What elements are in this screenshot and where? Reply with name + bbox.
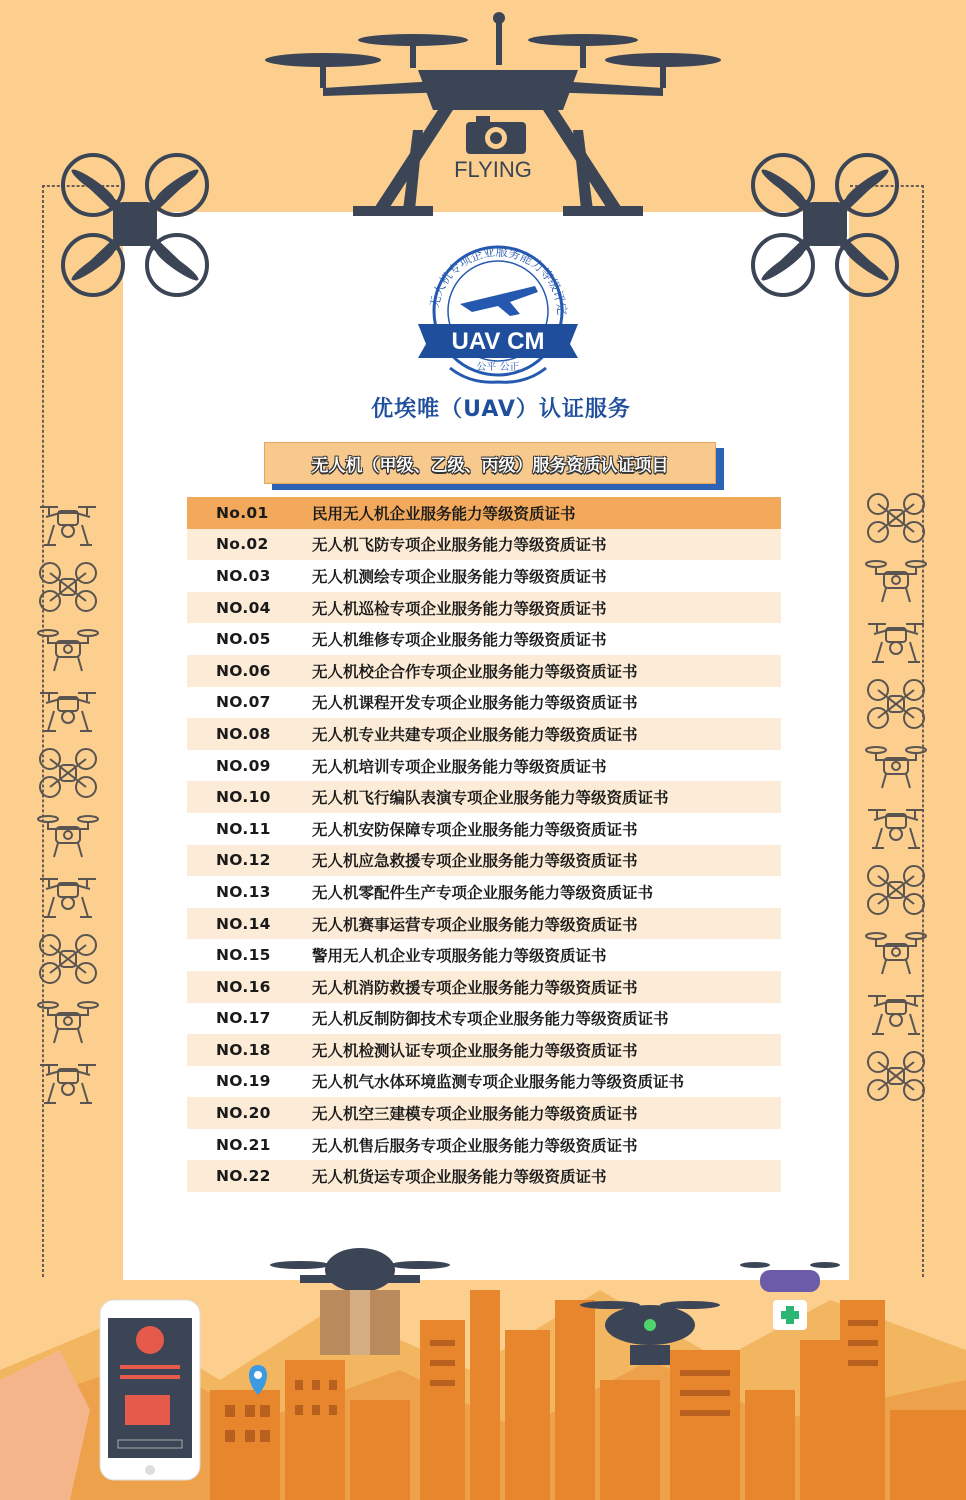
certificate-row xyxy=(187,592,781,624)
drone-outline-icon xyxy=(864,924,928,980)
certificate-name: 无人机检测认证专项企业服务能力等级资质证书 xyxy=(312,1041,638,1060)
certificate-row xyxy=(187,845,781,877)
certificate-row xyxy=(187,655,781,687)
subtitle-box xyxy=(264,442,724,490)
certificate-row xyxy=(187,1097,781,1129)
certificate-number: NO.22 xyxy=(216,1167,271,1186)
certificate-row xyxy=(187,1003,781,1035)
certificate-number: NO.03 xyxy=(216,566,271,585)
certificate-number: NO.10 xyxy=(216,788,271,807)
flying-label: FLYING xyxy=(454,157,532,182)
certificate-name: 无人机安防保障专项企业服务能力等级资质证书 xyxy=(312,820,638,839)
certificate-list xyxy=(187,497,781,1192)
certificate-row xyxy=(187,876,781,908)
subtitle: 无人机（甲级、乙级、丙级）服务资质认证项目 xyxy=(264,442,716,484)
certificate-number: NO.16 xyxy=(216,977,271,996)
certificate-number: NO.07 xyxy=(216,693,271,712)
certificate-number: NO.09 xyxy=(216,756,271,775)
drone-outline-icon xyxy=(864,1048,928,1104)
main-title: 优埃唯（UAV）认证服务 xyxy=(371,397,631,422)
certificate-name: 无人机飞行编队表演专项企业服务能力等级资质证书 xyxy=(312,789,669,808)
certificate-row xyxy=(187,1066,781,1098)
certificate-number: NO.12 xyxy=(216,851,271,870)
certificate-number: No.02 xyxy=(216,535,269,554)
certificate-name: 无人机反制防御技术专项企业服务能力等级资质证书 xyxy=(312,1010,669,1029)
shopping-cart-icon xyxy=(125,1395,170,1425)
certificate-name: 无人机培训专项企业服务能力等级资质证书 xyxy=(312,757,607,776)
certificate-number: NO.04 xyxy=(216,598,271,617)
drone-outline-icon xyxy=(36,1055,100,1111)
certificate-row xyxy=(187,529,781,561)
certificate-name: 无人机货运专项企业服务能力等级资质证书 xyxy=(312,1168,607,1187)
avatar-icon xyxy=(136,1326,164,1354)
certificate-number: NO.08 xyxy=(216,724,271,743)
drone-outline-icon xyxy=(864,800,928,856)
quadcopter-right-icon xyxy=(745,150,905,300)
drone-outline-icon xyxy=(36,621,100,677)
logo-arc-text: 无人机专项企业服务能力等级评定 xyxy=(427,244,570,316)
certificate-row xyxy=(187,971,781,1003)
certificate-name: 无人机校企合作专项企业服务能力等级资质证书 xyxy=(312,662,638,681)
drone-outline-icon xyxy=(36,683,100,739)
certificate-number: NO.05 xyxy=(216,630,271,649)
certificate-number: NO.20 xyxy=(216,1104,271,1123)
certificate-name: 无人机售后服务专项企业服务能力等级资质证书 xyxy=(312,1136,638,1155)
certificate-name: 无人机专业共建专项企业服务能力等级资质证书 xyxy=(312,725,638,744)
quadcopter-left-icon xyxy=(55,150,215,300)
certificate-row xyxy=(187,1034,781,1066)
certificate-row xyxy=(187,781,781,813)
certificate-name: 无人机空三建模专项企业服务能力等级资质证书 xyxy=(312,1105,638,1124)
certificate-name: 无人机课程开发专项企业服务能力等级资质证书 xyxy=(312,694,638,713)
certificate-name: 警用无人机企业专项服务能力等级资质证书 xyxy=(312,947,607,966)
certificate-row xyxy=(187,1160,781,1192)
certificate-number: NO.13 xyxy=(216,882,271,901)
drone-outline-icon xyxy=(864,676,928,732)
certificate-row xyxy=(187,718,781,750)
top-drone-icon xyxy=(263,10,723,235)
drone-outline-icon xyxy=(864,614,928,670)
uav-cm-logo xyxy=(410,236,586,386)
certificate-name: 无人机应急救援专项企业服务能力等级资质证书 xyxy=(312,852,638,871)
drone-outline-icon xyxy=(36,931,100,987)
certificate-name: 无人机巡检专项企业服务能力等级资质证书 xyxy=(312,599,607,618)
certificate-row xyxy=(187,939,781,971)
certificate-name: 无人机测绘专项企业服务能力等级资质证书 xyxy=(312,567,607,586)
certificate-row xyxy=(187,750,781,782)
certificate-number: No.01 xyxy=(216,503,269,522)
drone-outline-icon xyxy=(36,497,100,553)
certificate-row xyxy=(187,687,781,719)
drone-outline-icon xyxy=(864,490,928,546)
airplane-icon xyxy=(460,286,538,316)
phone-shopping-illustration xyxy=(0,1290,215,1500)
certificate-name: 无人机消防救援专项企业服务能力等级资质证书 xyxy=(312,978,638,997)
certificate-name: 无人机飞防专项企业服务能力等级资质证书 xyxy=(312,536,607,555)
drone-outline-icon xyxy=(36,993,100,1049)
certificate-name: 无人机零配件生产专项企业服务能力等级资质证书 xyxy=(312,883,654,902)
certificate-number: NO.15 xyxy=(216,946,271,965)
certificate-row xyxy=(187,623,781,655)
certificate-number: NO.18 xyxy=(216,1040,271,1059)
certificate-number: NO.21 xyxy=(216,1135,271,1154)
drone-outline-icon xyxy=(36,745,100,801)
logo-banner-text: UAV CM xyxy=(451,328,545,355)
left-drone-icons xyxy=(28,497,108,1117)
certificate-name: 无人机气水体环境监测专项企业服务能力等级资质证书 xyxy=(312,1073,685,1092)
certificate-name: 无人机维修专项企业服务能力等级资质证书 xyxy=(312,631,607,650)
drone-outline-icon xyxy=(864,862,928,918)
drone-outline-icon xyxy=(36,807,100,863)
drone-outline-icon xyxy=(864,986,928,1042)
certificate-number: NO.06 xyxy=(216,661,271,680)
drone-outline-icon xyxy=(864,738,928,794)
certificate-name: 无人机赛事运营专项企业服务能力等级资质证书 xyxy=(312,915,638,934)
certificate-row xyxy=(187,497,781,529)
right-drone-icons xyxy=(856,490,936,1110)
certificate-row xyxy=(187,813,781,845)
certificate-number: NO.14 xyxy=(216,914,271,933)
certificate-number: NO.17 xyxy=(216,1009,271,1028)
drone-outline-icon xyxy=(864,552,928,608)
certificate-name: 民用无人机企业服务能力等级资质证书 xyxy=(312,504,576,523)
certificate-row xyxy=(187,908,781,940)
logo-motto: 公平 公正 xyxy=(476,362,520,373)
certificate-number: NO.11 xyxy=(216,819,271,838)
certificate-row xyxy=(187,560,781,592)
drone-outline-icon xyxy=(36,869,100,925)
certificate-number: NO.19 xyxy=(216,1072,271,1091)
drone-outline-icon xyxy=(36,559,100,615)
certificate-row xyxy=(187,1129,781,1161)
